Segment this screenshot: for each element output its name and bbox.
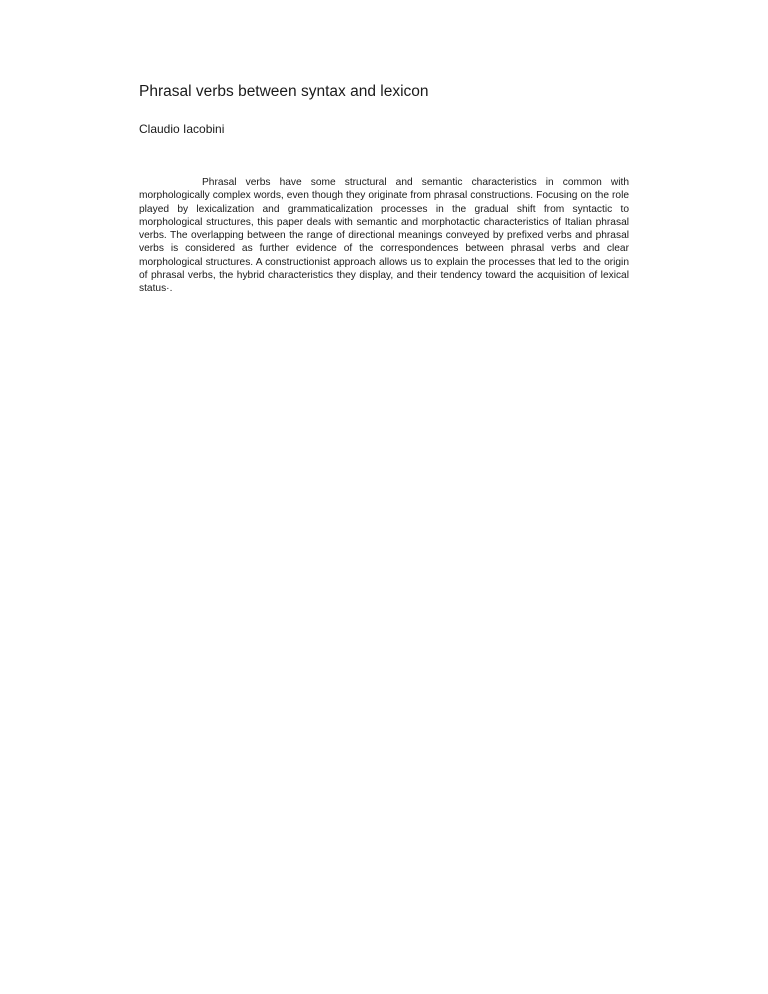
paper-title: Phrasal verbs between syntax and lexicon xyxy=(139,83,429,100)
author-name: Claudio Iacobini xyxy=(139,122,225,136)
abstract-paragraph: Phrasal verbs have some structural and semantic characteristics in common with morphologically complex words, even though they originate from phrasal constructions. Focusing on the role played by lexicalization and grammaticalization processes in the gradual shift from syntactic to morphological structures, this paper deals with semantic and morphotactic characteristics of Italian phrasal verbs. The overlapping between the range of directional meanings conveyed by prefixed verbs and phrasal verbs is considered as further evidence of the correspondences between phrasal verbs and clear morphological structures. A constructionist approach allows us to explain the processes that led to the origin of phrasal verbs, the hybrid characteristics they display, and their tendency toward the acquisition of lexical status·. xyxy=(139,177,629,295)
